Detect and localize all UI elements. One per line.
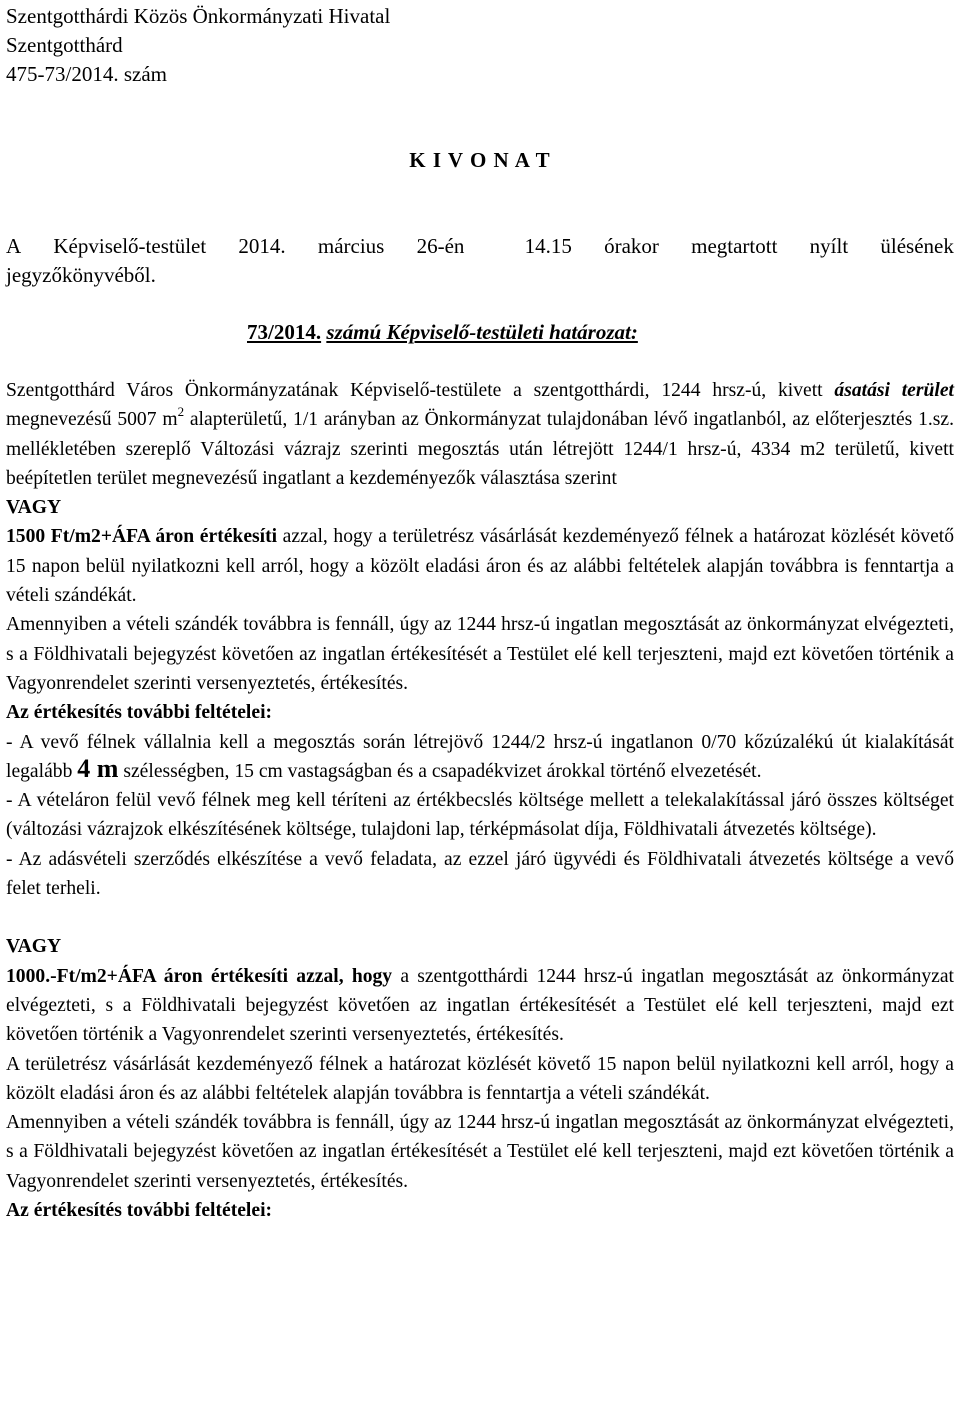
intro-text: A Képviselő-testület 2014. március 26-én 14.15 órakor megtartott nyílt ülésének jegyzőkönyvéből.	[6, 234, 954, 287]
office-name: Szentgotthárdi Közös Önkormányzati Hivatal	[6, 4, 391, 28]
condition-costs: - A vételáron felül vevő félnek meg kell téríteni az értékbecslés költsége mellett a telekalakítással járó összes költséget (változási vázrajzok elkészítésének költsége, tulajdoni lap, térképmásolat díja, Földhivatali átvezetés költsége).	[6, 790, 954, 841]
document-header	[6, 2, 390, 89]
city-name: Szentgotthárd	[6, 33, 123, 57]
paragraph-continuation-2: Amennyiben a vételi szándék továbbra is fennáll, úgy az 1244 hrsz-ú ingatlan megosztását az önkormányzat elvégezteti, s a Földhivatali bejegyzést követően az ingatlan értékesítését a Testület elé kell terjeszteni, majd ezt követően történik a Vagyonrendelet szerinti versenyeztetés, értékesítés.	[6, 1112, 954, 1192]
option-separator-2: VAGY	[6, 936, 62, 958]
condition-contract: - Az adásvételi szerződés elkészítése a vevő feladata, az ezzel járó ügyvédi és Földhivatali átvezetés költsége a vevő felet terheli.	[6, 848, 954, 900]
resolution-heading	[247, 318, 638, 347]
resolution-label: számú Képviselő-testületi határozat:	[326, 320, 638, 344]
option-separator: VAGY	[6, 497, 62, 519]
paragraph-option-2: 1000.-Ft/m2+ÁFA áron értékesíti azzal, hogy a szentgotthárdi 1244 hrsz-ú ingatlan megosztását az önkormányzat elvégezteti, s a Földhivatali bejegyzést követően az ingatlan értékesítését a Testület elé kell terjeszteni, majd ezt követően történik a Vagyonrendelet szerinti versenyeztetés, értékesítés.	[6, 965, 954, 1046]
file-number: 475-73/2014. szám	[6, 62, 167, 86]
paragraph-declaration: A területrész vásárlását kezdeményező félnek a határozat közlését követő 15 napon belül nyilatkozni kell arról, hogy a közölt eladási áron és az alábbi feltételek alapján továbbra is fenntartja a vételi szándékát.	[6, 1053, 954, 1104]
paragraph-main: Szentgotthárd Város Önkormányzatának Képviselő-testülete a szentgotthárdi, 1244 hrsz-ú, kivett ásatási terület megnevezésű 5007 $m^2$ alapterületű, 1/1 arányban az Önkormányzat tulajdonában lévő ingatlanból, az előterjesztés 1.sz. mellékletében szereplő Változási vázrajz szerinti megosztás után létrejött 1244/1 hrsz-ú, 4334 m2 területű, kivett beépítetlen terület megnevezésű ingatlant a kezdeményezők választása szerint	[6, 380, 954, 489]
paragraph-option-1: 1500 Ft/m2+ÁFA áron értékesíti azzal, hogy a területrész vásárlását kezdeményező félnek a határozat közlését követő 15 napon belül nyilatkozni kell arról, hogy a közölt eladási áron és az alábbi feltételek alapján továbbra is fenntartja a vételi szándékát.	[6, 526, 955, 607]
resolution-body	[6, 376, 954, 1225]
conditions-heading: Az értékesítés további feltételei:	[6, 702, 273, 724]
paragraph-continuation: Amennyiben a vételi szándék továbbra is fennáll, úgy az 1244 hrsz-ú ingatlan megosztását az önkormányzat elvégezteti, s a Földhivatali bejegyzést követően az ingatlan értékesítését a Testület elé kell terjeszteni, majd ezt követően történik a Vagyonrendelet szerinti versenyeztetés, értékesítés.	[6, 614, 954, 694]
conditions-heading-2: Az értékesítés további feltételei:	[6, 1200, 273, 1222]
resolution-number: 73/2014.	[247, 320, 322, 344]
document-title: K I V O N A T	[409, 148, 551, 172]
condition-road: - A vevő félnek vállalnia kell a megosztás során létrejövő 1244/2 hrsz-ú ingatlanon 0/70 kőzúzalékú út kialakítását legalább 4 m szélességben, 15 cm vastagságban és a csapadékvizet árokkal történő elvezetését.	[6, 731, 954, 783]
